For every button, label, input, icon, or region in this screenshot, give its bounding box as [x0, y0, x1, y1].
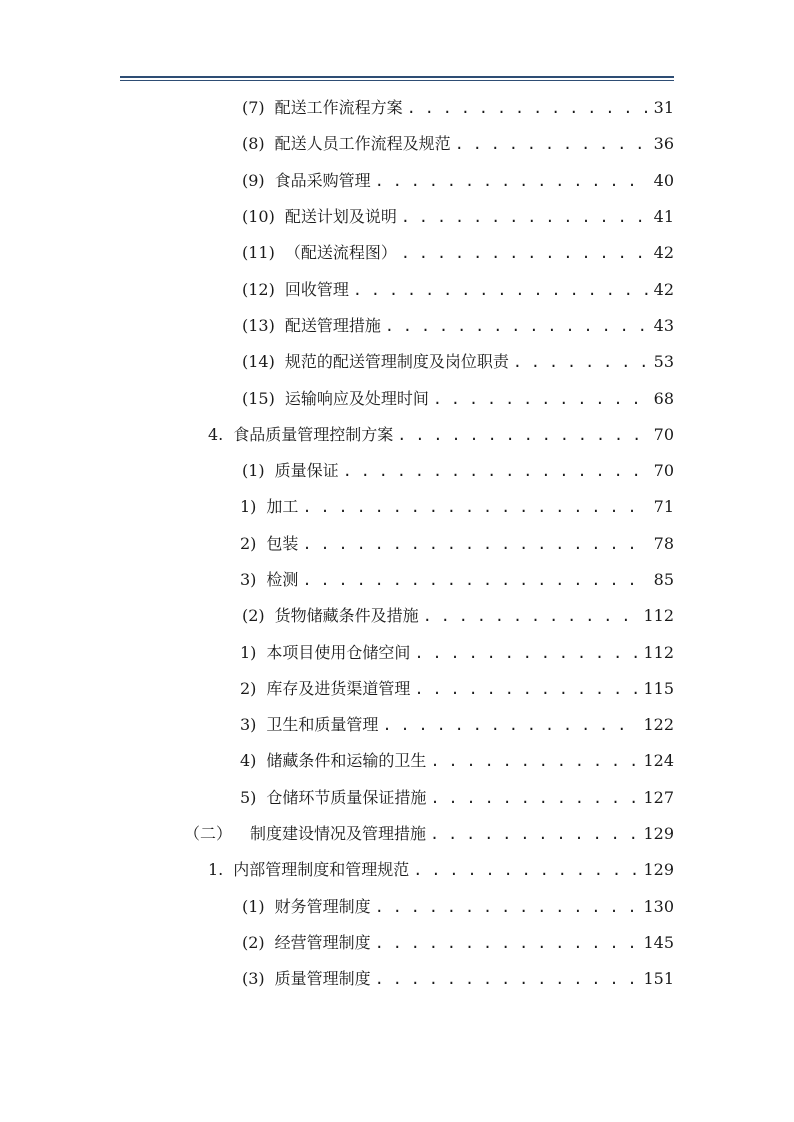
toc-entry-title: 配送管理措施 — [284, 315, 381, 335]
toc-dot-leader — [513, 352, 648, 372]
toc-dot-leader — [302, 497, 647, 517]
toc-entry[interactable] — [0, 925, 674, 961]
toc-entry[interactable] — [0, 163, 674, 199]
toc-entry-number: (14) — [242, 352, 275, 372]
toc-entry-number: 1) — [240, 497, 257, 517]
toc-dot-leader — [343, 461, 648, 481]
toc-dot-leader — [414, 643, 637, 663]
toc-entry-number: 2) — [240, 533, 257, 553]
toc-page-number: 129 — [643, 860, 674, 880]
toc-entry-title: 货物储藏条件及措施 — [274, 606, 419, 626]
toc-dot-leader — [375, 969, 638, 989]
toc-entry[interactable] — [0, 961, 674, 997]
toc-entry[interactable] — [0, 743, 674, 779]
toc-dot-leader — [375, 171, 648, 191]
toc-entry[interactable] — [0, 235, 674, 271]
toc-entry-title: 财务管理制度 — [274, 896, 371, 916]
toc-entry[interactable] — [0, 489, 674, 525]
toc-entry-title: 食品质量管理控制方案 — [233, 424, 394, 444]
toc-entry-number: 4. — [208, 424, 224, 444]
toc-entry[interactable] — [0, 453, 674, 489]
toc-entry-title: 内部管理制度和管理规范 — [233, 860, 410, 880]
toc-page-number: 78 — [653, 533, 674, 553]
toc-entry-title: 本项目使用仓储空间 — [266, 642, 411, 662]
toc-dot-leader — [423, 606, 638, 626]
toc-entry-title: 包装 — [266, 533, 299, 553]
toc-entry-number: (13) — [242, 315, 275, 335]
toc-entry-number: 2) — [240, 678, 257, 698]
toc-entry-title: 规范的配送管理制度及岗位职责 — [284, 352, 509, 372]
toc-entry-number: 3) — [240, 570, 257, 589]
toc-entry-number: 1) — [240, 642, 257, 662]
toc-entry[interactable] — [0, 199, 674, 235]
toc-page-number: 129 — [643, 824, 674, 844]
toc-entry-number: (8) — [242, 134, 265, 154]
toc-page-number: 127 — [643, 787, 674, 807]
toc-entry-number: 5) — [240, 787, 257, 807]
toc-entry-title: 储藏条件和运输的卫生 — [266, 751, 427, 771]
toc-entry[interactable] — [0, 852, 674, 888]
toc-dot-leader — [430, 788, 637, 808]
toc-entry-number: (1) — [242, 896, 265, 916]
toc-dot-leader — [455, 134, 648, 154]
header-rule-thin-line — [120, 80, 674, 81]
toc-dot-leader — [413, 860, 637, 880]
toc-entry-number: (1) — [242, 461, 265, 481]
toc-entry-number: (7) — [242, 98, 265, 118]
toc-entry-number: 4) — [240, 751, 257, 771]
toc-page-number: 42 — [653, 279, 674, 299]
toc-page-number: 122 — [643, 715, 674, 735]
toc-entry-title: 检测 — [266, 570, 299, 589]
toc-entry[interactable] — [0, 417, 674, 453]
toc-entry-title: 制度建设情况及管理措施 — [250, 824, 427, 844]
toc-page-number: 124 — [643, 751, 674, 771]
toc-page-number: 85 — [653, 570, 674, 589]
toc-entry[interactable] — [0, 562, 674, 598]
toc-entry-title: 配送计划及说明 — [284, 207, 397, 227]
toc-entry-number: (3) — [242, 969, 265, 989]
toc-dot-leader — [375, 897, 638, 917]
toc-dot-leader — [353, 280, 648, 300]
toc-dot-leader — [401, 243, 648, 263]
toc-dot-leader — [433, 389, 648, 409]
toc-entry[interactable] — [0, 526, 674, 562]
toc-entry-title: 库存及进货渠道管理 — [266, 678, 411, 698]
toc-entry-title: 质量管理制度 — [274, 969, 371, 989]
toc-entry-title: 运输响应及处理时间 — [284, 388, 429, 408]
toc-entry[interactable] — [0, 344, 674, 380]
toc-dot-leader — [382, 715, 637, 735]
toc-page-number: 151 — [643, 969, 674, 989]
toc-entry[interactable] — [0, 271, 674, 307]
toc-page-number: 41 — [653, 207, 674, 227]
toc-dot-leader — [430, 751, 637, 771]
toc-entry-number: (12) — [242, 279, 275, 299]
toc-entry-number: (2) — [242, 932, 265, 952]
toc-entry[interactable] — [0, 90, 674, 126]
toc-entry-title: 卫生和质量管理 — [266, 715, 379, 735]
toc-entry-number: (9) — [242, 170, 265, 190]
toc-dot-leader — [385, 316, 648, 336]
toc-entry[interactable] — [0, 598, 674, 634]
toc-page-number: 43 — [653, 315, 674, 335]
toc-dot-leader — [375, 933, 638, 953]
toc-entry[interactable] — [0, 380, 674, 416]
toc-entry-number: 3) — [240, 715, 257, 735]
header-rule-thick-line — [120, 76, 674, 78]
toc-entry-title: 配送工作流程方案 — [274, 98, 403, 118]
toc-dot-leader — [430, 824, 637, 844]
toc-dot-leader — [407, 98, 648, 118]
toc-page-number: 36 — [653, 134, 674, 154]
toc-entry-number: (10) — [242, 207, 275, 227]
toc-page-number: 53 — [653, 352, 674, 372]
toc-page-number: 70 — [653, 424, 674, 444]
toc-entry-number: （二） — [184, 824, 233, 844]
toc-entry-title: 仓储环节质量保证措施 — [266, 787, 427, 807]
toc-entry-title: 配送人员工作流程及规范 — [274, 134, 451, 154]
toc-entry-title: 经营管理制度 — [274, 932, 371, 952]
toc-page-number: 71 — [653, 497, 674, 517]
table-of-contents — [0, 90, 794, 997]
toc-entry[interactable] — [0, 816, 674, 852]
toc-page-number: 112 — [643, 642, 674, 662]
toc-entry-number: (2) — [242, 606, 265, 626]
toc-entry-number: (15) — [242, 388, 275, 408]
toc-entry-title: 质量保证 — [274, 461, 339, 481]
toc-entry-number: (11) — [242, 243, 275, 263]
header-rule — [120, 76, 674, 81]
toc-entry-title: （配送流程图） — [284, 243, 397, 263]
toc-entry[interactable] — [0, 308, 674, 344]
toc-page-number: 31 — [653, 98, 674, 118]
toc-entry[interactable] — [0, 634, 674, 670]
toc-dot-leader — [302, 534, 647, 554]
toc-page-number: 40 — [653, 170, 674, 190]
toc-page-number: 130 — [643, 896, 674, 916]
toc-entry[interactable] — [0, 780, 674, 816]
toc-entry-number: 1. — [208, 860, 224, 880]
toc-entry[interactable] — [0, 671, 674, 707]
toc-entry-title: 回收管理 — [284, 279, 349, 299]
toc-dot-leader — [401, 207, 648, 227]
toc-page-number: 112 — [643, 606, 674, 626]
toc-dot-leader — [397, 425, 647, 445]
toc-page-number: 68 — [653, 388, 674, 408]
toc-entry[interactable] — [0, 126, 674, 162]
toc-page-number: 145 — [643, 932, 674, 952]
toc-dot-leader — [414, 679, 637, 699]
toc-entry[interactable] — [0, 707, 674, 743]
toc-entry[interactable] — [0, 889, 674, 925]
toc-entry-title: 加工 — [266, 497, 299, 517]
toc-dot-leader — [302, 570, 647, 590]
toc-page-number: 115 — [643, 678, 674, 698]
toc-entry-title: 食品采购管理 — [274, 170, 371, 190]
toc-page-number: 42 — [653, 243, 674, 263]
toc-page-number: 70 — [653, 461, 674, 481]
